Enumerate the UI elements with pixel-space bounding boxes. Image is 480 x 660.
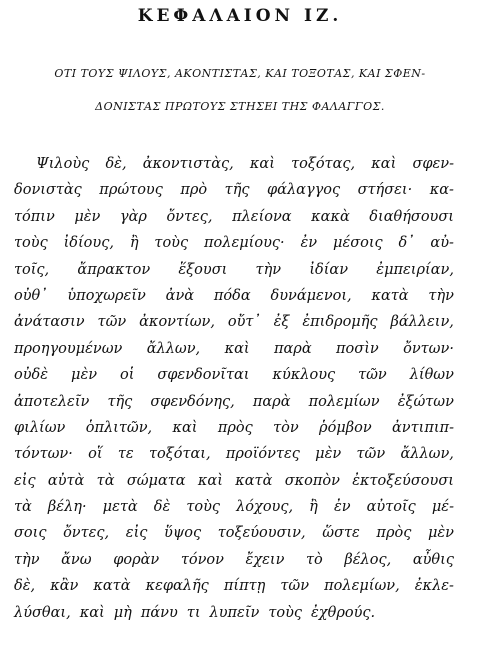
text-line: τοὺς ἰδίους, ἢ τοὺς πολεμίους· ἐν μέσοις δ᾽ αὐ- xyxy=(14,235,454,252)
text-line: οὐθ᾽ ὑποχωρεῖν ἀνὰ πόδα δυνάμενοι, κατὰ τὴν xyxy=(14,287,454,304)
chapter-title: ΚΕΦΑΛΑΙΟΝ ΙΖ. xyxy=(137,6,343,26)
text-line: τόντων· οἵ τε τοξόται, προϊόντες μὲν τῶν ἄλλων, xyxy=(14,446,454,463)
text-line: εἰς αὐτὰ τὰ σώματα καὶ κατὰ σκοπὸν ἐκτοξεύσουσι xyxy=(14,472,454,489)
text-line: ἀποτελεῖν τῆς σφενδόνης, παρὰ πολεμίων ἐξώτων xyxy=(14,393,454,410)
text-line: τοῖς, ἄπρακτον ἕξουσι τὴν ἰδίαν ἐμπειρίαν, xyxy=(14,261,454,278)
text-line: προηγουμένων ἄλλων, καὶ παρὰ ποσὶν ὄντων· xyxy=(14,340,454,357)
text-line: φιλίων ὁπλιτῶν, καὶ πρὸς τὸν ῥόμβον ἀντιπιπ- xyxy=(14,419,454,436)
text-line: δονιστὰς πρώτους πρὸ τῆς φάλαγγος στήσει· κα- xyxy=(14,182,454,199)
chapter-heading-line: ΟΤΙ ΤΟΥΣ ΨΙΛΟΥΣ, ΑΚΟΝΤΙΣΤΑΣ, ΚΑΙ ΤΟΞΟΤΑΣ, ΚΑΙ ΣΦΕΝ- xyxy=(54,67,426,80)
text-line: τὰ βέλη· μετὰ δὲ τοὺς λόχους, ἢ ἐν αὐτοῖς μέ- xyxy=(14,499,454,516)
text-line: οὐδὲ μὲν οἱ σφενδονῖται κύκλους τῶν λίθων xyxy=(14,367,454,384)
text-line: τόπιν μὲν γὰρ ὄντες, πλείονα κακὰ διαθήσουσι xyxy=(14,208,454,225)
text-line: δὲ, κἂν κατὰ κεφαλῆς πίπτῃ τῶν πολεμίων, ἐκλε- xyxy=(14,578,454,595)
text-line: σοις ὄντες, εἰς ὕψος τοξεύουσιν, ὥστε πρὸς μὲν xyxy=(14,525,454,542)
text-line: ἀνάτασιν τῶν ἀκοντίων, οὔτ᾽ ἐξ ἐπιδρομῆς βάλλειν, xyxy=(14,314,454,331)
text-line: λύσθαι, καὶ μὴ πάνυ τι λυπεῖν τοὺς ἐχθρούς. xyxy=(14,604,376,621)
chapter-heading-line: ΔΟΝΙΣΤΑΣ ΠΡΩΤΟΥΣ ΣΤΗΣΕΙ ΤΗΣ ΦΑΛΑΓΓΟΣ. xyxy=(95,100,385,113)
text-line: τὴν ἄνω φορὰν τόνον ἔχειν τὸ βέλος, αὖθις xyxy=(14,551,454,568)
body-text xyxy=(14,151,454,626)
text-line: Ψιλοὺς δὲ, ἀκοντιστὰς, καὶ τοξότας, καὶ σφεν- xyxy=(36,156,454,172)
